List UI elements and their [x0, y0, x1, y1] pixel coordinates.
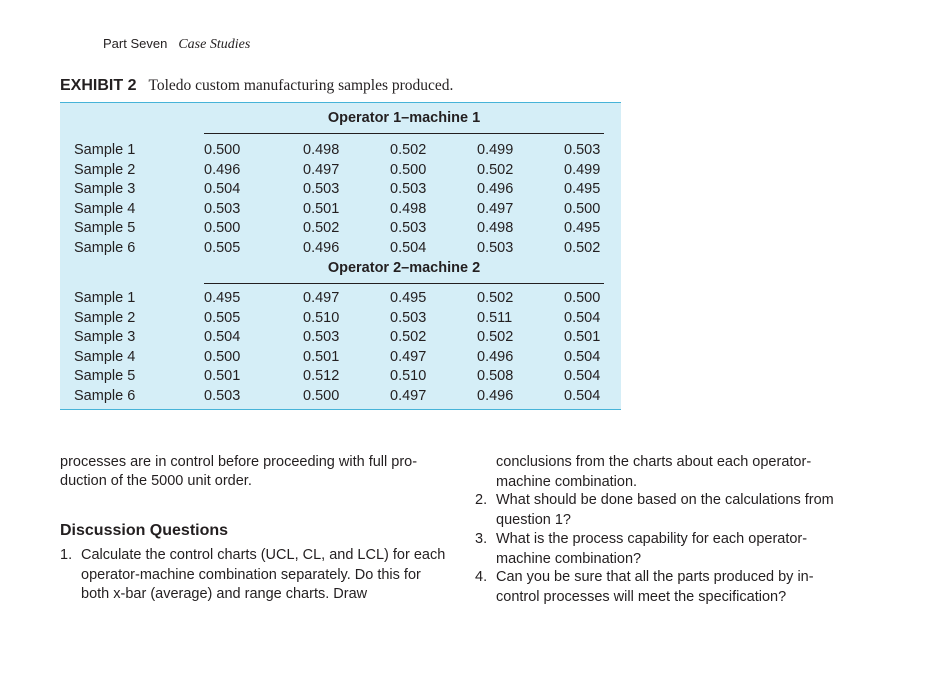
intro-line: processes are in control before proceeding with full pro- [60, 454, 418, 470]
measurement-cell: 0.502 [564, 239, 601, 256]
sample-label: Sample 1 [74, 290, 136, 306]
measurement-cell: 0.502 [303, 220, 340, 236]
measurement-cell: 0.497 [303, 161, 340, 178]
exhibit-label: EXHIBIT 2 [60, 77, 137, 94]
question-1-continued [475, 453, 847, 492]
measurement-cell: 0.502 [390, 329, 427, 345]
measurement-cell: 0.504 [204, 181, 241, 197]
question-number: 4. [475, 569, 488, 585]
measurement-cell: 0.501 [204, 368, 241, 384]
measurement-cell: 0.503 [390, 220, 427, 236]
measurement-cell: 0.504 [564, 309, 601, 326]
measurement-cell: 0.511 [477, 309, 513, 326]
sample-label: Sample 2 [74, 161, 136, 178]
measurement-cell: 0.500 [564, 290, 601, 306]
question-text: conclusions from the charts about each operator-machine combination. [496, 454, 812, 490]
measurement-cell: 0.504 [564, 348, 601, 365]
sample-label: Sample 4 [74, 348, 136, 365]
sample-label: Sample 3 [74, 181, 136, 197]
question-number: 3. [475, 531, 488, 547]
part-label: Part Seven [103, 36, 168, 51]
sample-label: Sample 2 [74, 309, 136, 326]
measurement-cell: 0.496 [477, 348, 514, 365]
samples-table [60, 102, 621, 410]
measurement-cell: 0.503 [390, 309, 427, 326]
measurement-cell: 0.495 [390, 290, 427, 306]
intro-paragraph [60, 453, 460, 491]
measurement-cell: 0.496 [477, 181, 514, 197]
group-header: Operator 1–machine 1 [327, 110, 481, 126]
sample-label: Sample 4 [74, 200, 136, 217]
measurement-cell: 0.499 [477, 142, 514, 158]
running-head [103, 36, 250, 53]
question-number: 1. [60, 547, 73, 563]
measurement-cell: 0.500 [204, 348, 241, 365]
measurement-cell: 0.503 [303, 181, 340, 197]
question-text: Can you be sure that all the parts produced by in-control processes will meet the specification? [496, 569, 814, 605]
measurement-cell: 0.502 [477, 290, 514, 306]
exhibit-title [60, 77, 453, 95]
sample-label: Sample 6 [74, 239, 136, 256]
measurement-cell: 0.504 [390, 239, 427, 256]
question-3 [475, 530, 847, 569]
group-header: Operator 2–machine 2 [327, 260, 481, 276]
measurement-cell: 0.495 [564, 181, 601, 197]
question-4 [475, 568, 847, 607]
measurement-cell: 0.497 [390, 348, 427, 365]
measurement-cell: 0.502 [390, 142, 427, 158]
measurement-cell: 0.503 [303, 329, 340, 345]
measurement-cell: 0.512 [303, 368, 340, 384]
measurement-cell: 0.500 [204, 142, 241, 158]
measurement-cell: 0.501 [303, 200, 340, 217]
measurement-cell: 0.505 [204, 309, 241, 326]
measurement-cell: 0.496 [204, 161, 241, 178]
discussion-heading: Discussion Questions [60, 522, 229, 539]
measurement-cell: 0.499 [564, 161, 601, 178]
measurement-cell: 0.503 [204, 200, 241, 217]
measurement-cell: 0.504 [564, 368, 601, 384]
measurement-cell: 0.500 [564, 200, 601, 217]
measurement-cell: 0.500 [204, 220, 241, 236]
question-text: What should be done based on the calculations from question 1? [496, 492, 834, 528]
sample-label: Sample 6 [74, 387, 136, 404]
measurement-cell: 0.495 [564, 220, 601, 236]
measurement-cell: 0.497 [477, 200, 514, 217]
section-label: Case Studies [178, 37, 251, 52]
measurement-cell: 0.496 [477, 387, 514, 404]
measurement-cell: 0.497 [303, 290, 340, 306]
exhibit-caption: Toledo custom manufacturing samples produced. [148, 77, 454, 94]
measurement-cell: 0.496 [303, 239, 340, 256]
question-text: What is the process capability for each operator-machine combination? [496, 531, 808, 567]
question-2 [475, 491, 847, 530]
measurement-cell: 0.497 [390, 387, 427, 404]
measurement-cell: 0.500 [390, 161, 427, 178]
measurement-cell: 0.503 [564, 142, 601, 158]
measurement-cell: 0.498 [303, 142, 340, 158]
question-1 [60, 546, 446, 605]
measurement-cell: 0.495 [204, 290, 241, 306]
measurement-cell: 0.503 [390, 181, 427, 197]
question-number: 2. [475, 492, 488, 508]
measurement-cell: 0.501 [564, 329, 601, 345]
measurement-cell: 0.508 [477, 368, 514, 384]
measurement-cell: 0.504 [204, 329, 241, 345]
group-rule [204, 133, 604, 134]
measurement-cell: 0.500 [303, 387, 340, 404]
measurement-cell: 0.498 [477, 220, 514, 236]
measurement-cell: 0.510 [390, 368, 427, 384]
intro-line: duction of the 5000 unit order. [60, 473, 252, 489]
sample-label: Sample 1 [74, 142, 136, 158]
measurement-cell: 0.504 [564, 387, 601, 404]
question-text: Calculate the control charts (UCL, CL, and LCL) for each operator-machine combination separately. Do this for both x-bar (average) and range charts. Draw [81, 547, 446, 602]
measurement-cell: 0.503 [204, 387, 241, 404]
measurement-cell: 0.502 [477, 329, 514, 345]
measurement-cell: 0.503 [477, 239, 514, 256]
sample-label: Sample 3 [74, 329, 136, 345]
measurement-cell: 0.505 [204, 239, 241, 256]
measurement-cell: 0.510 [303, 309, 340, 326]
measurement-cell: 0.501 [303, 348, 340, 365]
group-rule [204, 283, 604, 284]
sample-label: Sample 5 [74, 220, 136, 236]
measurement-cell: 0.498 [390, 200, 427, 217]
measurement-cell: 0.502 [477, 161, 514, 178]
sample-label: Sample 5 [74, 368, 136, 384]
